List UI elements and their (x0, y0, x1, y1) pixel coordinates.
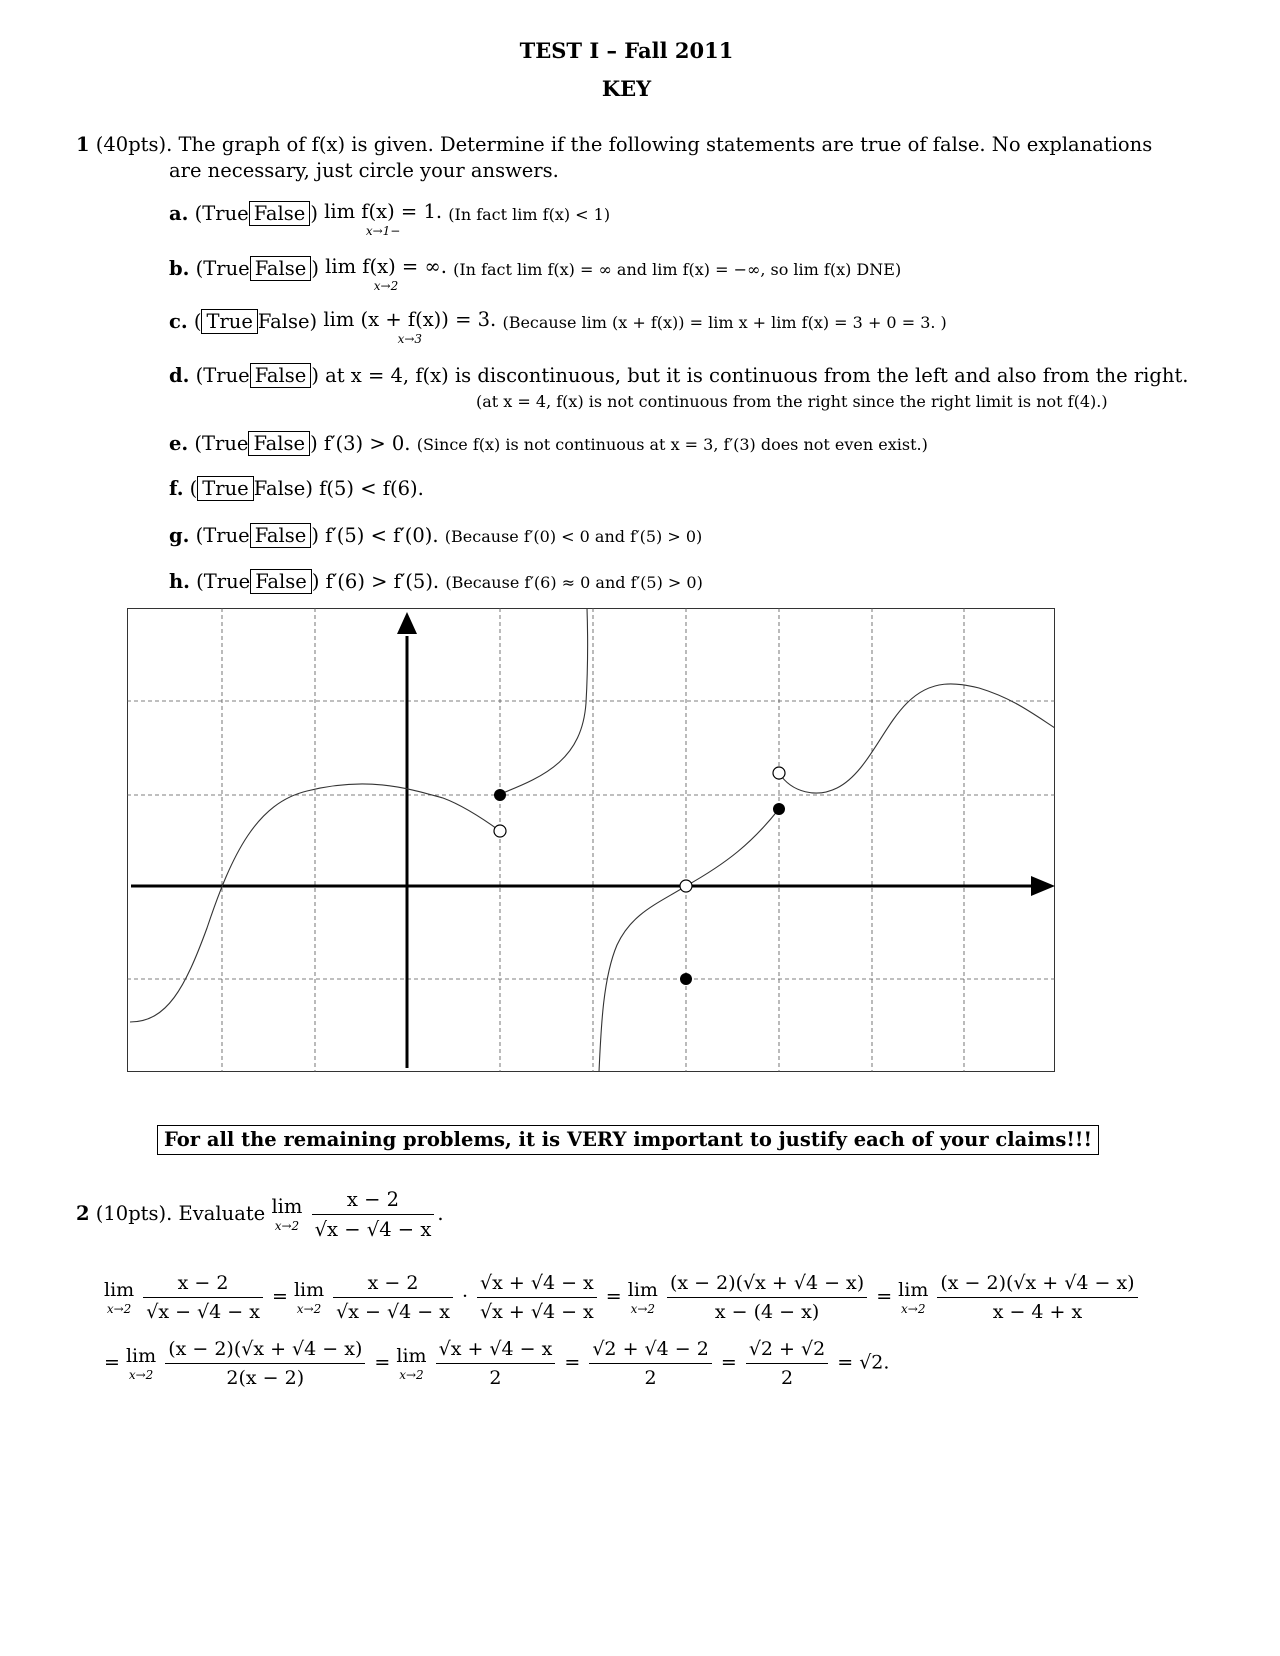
fraction: $\frac{√2 + √4 - 2}{2}$ (589, 1338, 711, 1389)
circled-answer[interactable]: False (250, 363, 312, 388)
circled-answer[interactable]: False (250, 569, 312, 594)
problem1-points: (40pts). (95, 133, 173, 156)
item-label: d. (169, 364, 190, 387)
item-note: (Because f′(0) < 0 and f′(5) > 0) (444, 527, 703, 546)
item-note: (In fact lim f(x) = ∞ and lim f(x) = −∞, so lim f(x) DNE) (453, 260, 902, 279)
curve-piece-4 (686, 809, 779, 886)
closed-point (773, 803, 785, 815)
closed-point (494, 789, 506, 801)
item-b: b. (True False ) lim f(x) = ∞. x→2 (In fact lim f(x) = ∞ and lim f(x) = −∞, so lim f(x) DNE) (169, 255, 902, 293)
function-graph (127, 608, 1055, 1072)
true-option[interactable]: True (202, 202, 249, 225)
conjugate-fraction: $\frac{√x + √4 - x}{√x + √4 - x}$ (477, 1272, 597, 1323)
item-note: (Because f′(6) ≈ 0 and f′(5) > 0) (445, 573, 703, 592)
problem2-evaluate: Evaluate (178, 1202, 266, 1225)
true-option[interactable]: True (203, 364, 250, 387)
item-statement: at x = 4, f(x) is discontinuous, but it is continuous from the left and also from the right. (325, 364, 1189, 387)
lim-operator: lim x→2 (627, 1278, 658, 1316)
test-title: TEST I – Fall 2011 (519, 38, 734, 63)
circled-answer[interactable]: True (201, 309, 257, 334)
closed-point (680, 973, 692, 985)
circled-answer[interactable]: True (197, 476, 253, 501)
true-option[interactable]: True (203, 257, 250, 280)
curve-piece-5 (779, 684, 1055, 793)
item-g: g. (True False ) f′(5) < f′(0). (Because f′(0) < 0 and f′(5) > 0) (169, 524, 703, 547)
open-point (494, 825, 506, 837)
item-label: c. (169, 310, 188, 333)
true-option[interactable]: True (203, 570, 251, 593)
key-label: KEY (601, 76, 652, 101)
fraction: $\frac{(x - 2)(√x + √4 - x)}{x - 4 + x}$ (937, 1272, 1137, 1323)
problem2-prompt: 2 (10pts). Evaluate lim x→2 $\frac{x - 2}{√x - √4 - x}$ . (76, 1188, 444, 1241)
item-label: b. (169, 257, 190, 280)
problem1-intro-line1: The graph of f(x) is given. Determine if the following statements are true of false. No explanations (178, 133, 1153, 156)
circled-answer[interactable]: False (249, 201, 311, 226)
item-statement: f′(3) > 0. (323, 432, 411, 455)
item-statement: f(5) < f(6). (319, 477, 424, 500)
false-option[interactable]: False (253, 477, 306, 500)
item-d-note: (at x = 4, f(x) is not continuous from the right since the right limit is not f(4).) (476, 392, 1108, 411)
lim-operator: lim x→2 (104, 1278, 135, 1316)
graph-grid (127, 608, 1055, 1072)
lim-operator: lim x→2 (125, 1344, 157, 1382)
solution-line-2: = lim x→2 $\frac{(x - 2)(√x + √4 - x)}{2(x - 2)}$ = lim x→2 $\frac{√x + √4 - x}{2}$ = $\frac{√2 + √4 - 2}{2}$ = $\frac{√2 + √2}{2}$ = √2. (104, 1338, 890, 1389)
item-label: f. (169, 477, 184, 500)
problem2-number: 2 (76, 1202, 90, 1225)
item-note: (In fact lim f(x) < 1) (448, 205, 611, 224)
problem1-intro (76, 133, 1152, 156)
item-statement: lim f(x) = ∞. x→2 (325, 255, 447, 293)
final-result: √2. (859, 1351, 890, 1374)
item-d: d. (True False ) at x = 4, f(x) is discontinuous, but it is continuous from the left and also from the right. (169, 364, 1189, 387)
fraction: $\frac{√x + √4 - x}{2}$ (436, 1338, 556, 1389)
item-c: c. ( True False) lim (x + f(x)) = 3. x→3 (Because lim (x + f(x)) = lim x + lim f(x) = 3 + 0 = 3. ) (169, 308, 947, 346)
y-axis-arrow (397, 612, 417, 634)
fraction: $\frac{x - 2}{√x - √4 - x}$ (333, 1272, 453, 1323)
item-label: e. (169, 432, 189, 455)
problem1-intro-line2: are necessary, just circle your answers. (169, 159, 559, 182)
item-label: a. (169, 202, 189, 225)
fraction: $\frac{(x - 2)(√x + √4 - x)}{x - (4 - x)}$ (667, 1272, 867, 1323)
open-point (680, 880, 692, 892)
item-label: g. (169, 524, 190, 547)
graph-frame (128, 609, 1055, 1072)
fraction: $\frac{x - 2}{√x - √4 - x}$ (143, 1272, 263, 1323)
lim-operator: lim x→2 (898, 1278, 929, 1316)
lim-operator: lim x→2 (271, 1195, 303, 1233)
item-statement: lim f(x) = 1. x→1− (324, 200, 443, 238)
item-label: h. (169, 570, 190, 593)
x-axis-arrow (1031, 876, 1055, 896)
item-e: e. (True False ) f′(3) > 0. (Since f(x) is not continuous at x = 3, f′(3) does not even exist.) (169, 432, 928, 455)
item-statement: f′(5) < f′(0). (325, 524, 439, 547)
item-h: h. (True False ) f′(6) > f′(5). (Because f′(6) ≈ 0 and f′(5) > 0) (169, 570, 703, 593)
solution-line-1: lim x→2 $\frac{x - 2}{√x - √4 - x}$ = lim x→2 $\frac{x - 2}{√x - √4 - x}$ · $\frac{√x + √4 - x}{√x + √4 - x}$ = lim x→2 $\frac{(x - 2)(√x + √4 - x)}{x - (4 - x)}$ = lim x→2 $\frac{(x - 2)(√x + √4 - x)}{x - 4 + x}$ (104, 1272, 1141, 1323)
true-option[interactable]: True (202, 432, 249, 455)
justify-remark: For all the remaining problems, it is VERY important to justify each of your claims!!! (157, 1125, 1099, 1155)
item-statement: f′(6) > f′(5). (325, 570, 440, 593)
item-note: (Since f(x) is not continuous at x = 3, f′(3) does not even exist.) (416, 435, 928, 454)
problem2-points: (10pts). (95, 1202, 173, 1225)
circled-answer[interactable]: False (250, 256, 312, 281)
problem1-number: 1 (76, 133, 90, 156)
open-point (773, 767, 785, 779)
item-a: a. (True False ) lim f(x) = 1. x→1− (In fact lim f(x) < 1) (169, 200, 611, 238)
item-note: (Because lim (x + f(x)) = lim x + lim f(x) = 3 + 0 = 3. ) (502, 313, 947, 332)
fraction: $\frac{√2 + √2}{2}$ (746, 1338, 828, 1389)
item-statement: lim (x + f(x)) = 3. x→3 (323, 308, 497, 346)
fraction: $\frac{(x - 2)(√x + √4 - x)}{2(x - 2)}$ (165, 1338, 365, 1389)
lim-operator: lim x→2 (293, 1278, 325, 1316)
false-option[interactable]: False (257, 310, 310, 333)
problem2-fraction: $\frac{x - 2}{√x - √4 - x}$ (312, 1188, 435, 1241)
item-f: f. ( True False) f(5) < f(6). (169, 477, 424, 500)
lim-operator: lim x→2 (396, 1344, 427, 1382)
true-option[interactable]: True (203, 524, 250, 547)
circled-answer[interactable]: False (250, 523, 312, 548)
circled-answer[interactable]: False (248, 431, 310, 456)
